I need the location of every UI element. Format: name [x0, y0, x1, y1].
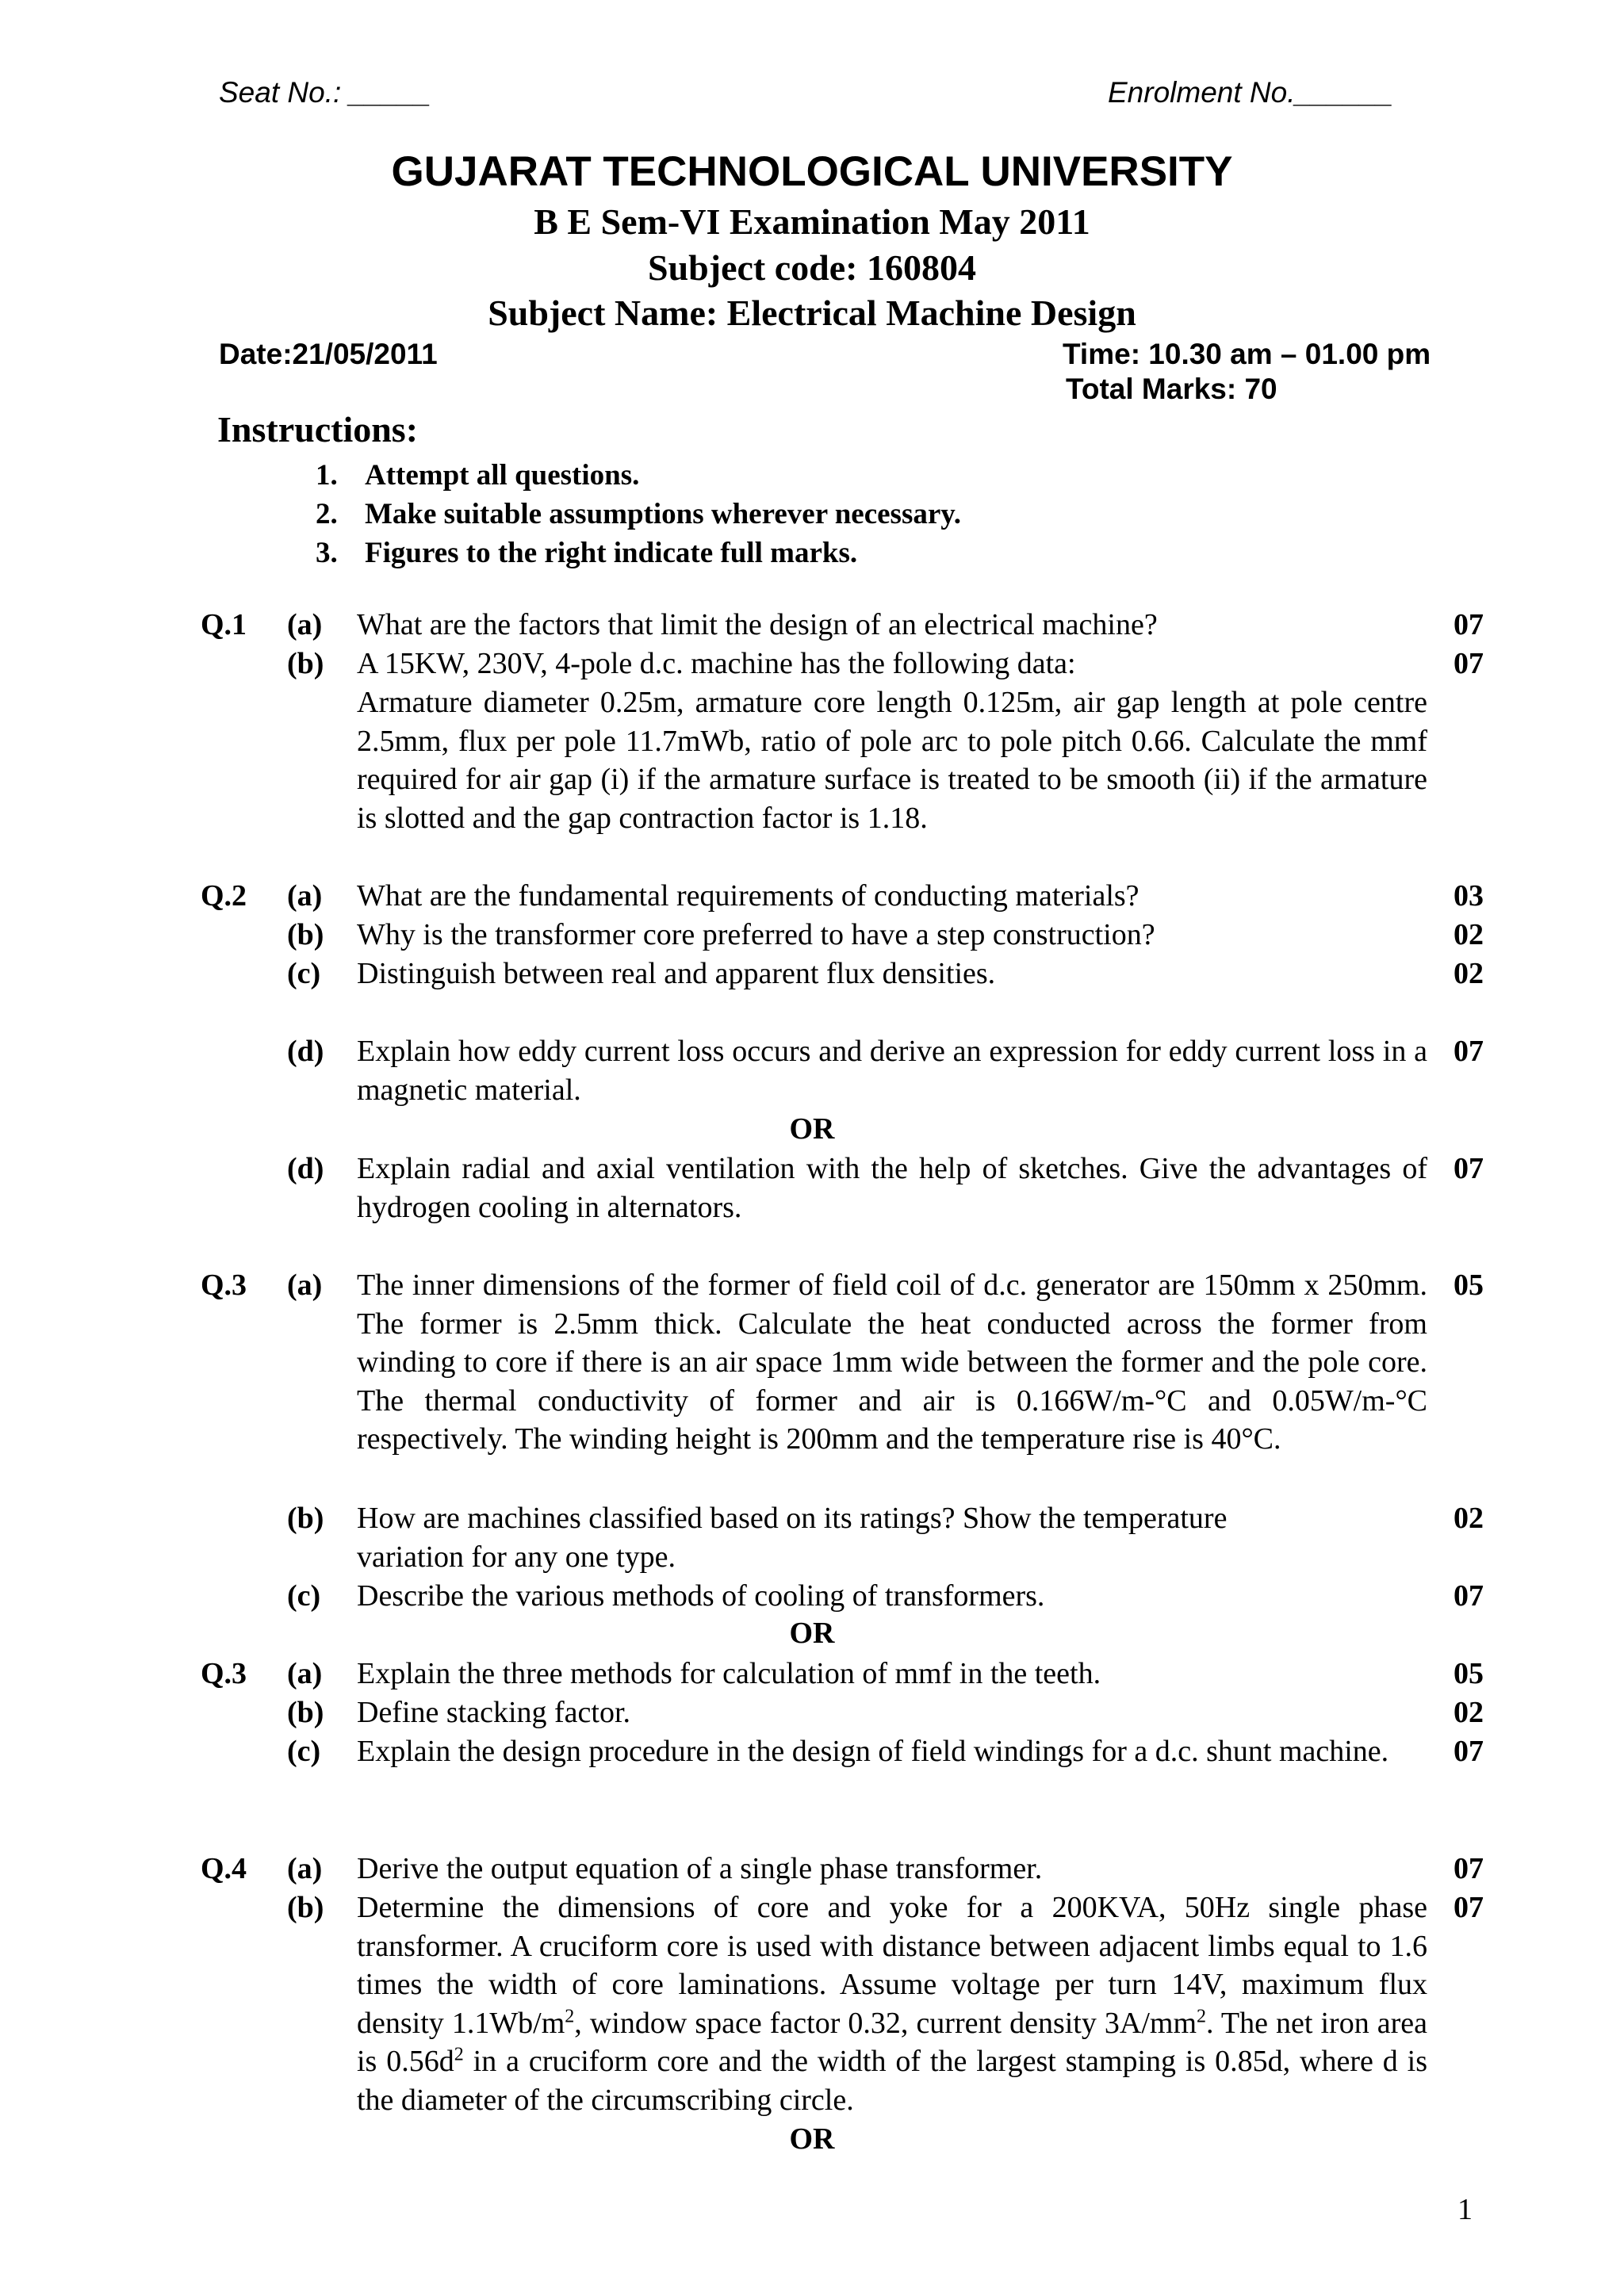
question-marks: 03 — [1454, 879, 1484, 913]
question-text: Define stacking factor. — [357, 1696, 631, 1729]
question-marks: 02 — [1454, 918, 1484, 951]
instruction-item — [316, 458, 639, 492]
superscript: 2 — [565, 2005, 575, 2026]
question-text: variation for any one type. — [357, 1540, 676, 1574]
instructions-title: Instructions: — [217, 409, 419, 450]
university-title: GUJARAT TECHNOLOGICAL UNIVERSITY — [391, 148, 1233, 195]
subject-name: Subject Name: Electrical Machine Design — [488, 293, 1136, 333]
question-part: (a) — [287, 1852, 323, 1885]
question-text: Explain radial and axial ventilation with the help of sketches. Give the advantages of hydrogen cooling in alternators. — [357, 1152, 1427, 1224]
question-part: (a) — [287, 879, 323, 913]
question-text: A 15KW, 230V, 4-pole d.c. machine has the following data: — [357, 647, 1076, 680]
question-text: Explain the design procedure in the design of field windings for a d.c. shunt machine. — [357, 1735, 1389, 1768]
question-text: How are machines classified based on its ratings? Show the temperature — [357, 1502, 1228, 1535]
question-text: Armature diameter 0.25m, armature core length 0.125m, air gap length at pole centre 2.5mm, flux per pole 11.7mWb, ratio of pole arc to pole pitch 0.66. Calculate the mmf required for air gap (i) if the armature surface is treated to be smooth (ii) if the armature is slotted and the gap contraction factor is 1.18. — [357, 686, 1427, 835]
instruction-item — [316, 497, 961, 531]
question-part: (b) — [287, 1502, 324, 1535]
instruction-number: 1. — [316, 459, 338, 492]
question-number: Q.2 — [201, 879, 247, 913]
exam-date: Date:21/05/2011 — [219, 338, 438, 370]
question-text: Explain how eddy current loss occurs and derive an expression for eddy current loss in a magnetic material. — [357, 1035, 1427, 1107]
question-text-segment: . The net iron area is 0.56d — [357, 2006, 1427, 2078]
question-part: (a) — [287, 608, 323, 641]
question-number: Q.4 — [201, 1852, 247, 1885]
question-marks: 05 — [1454, 1657, 1484, 1690]
enrolment-number-label: Enrolment No.______ — [1108, 76, 1393, 109]
question-text: Distinguish between real and apparent flux densities. — [357, 957, 996, 990]
question-marks: 07 — [1454, 1891, 1484, 1924]
question-marks: 07 — [1454, 1852, 1484, 1885]
page-number: 1 — [1457, 2193, 1473, 2226]
instruction-text: Make suitable assumptions wherever necessary. — [365, 498, 961, 530]
question-text: What are the fundamental requirements of conducting materials? — [357, 879, 1139, 913]
question-marks: 07 — [1454, 608, 1484, 641]
question-part: (a) — [287, 1657, 323, 1690]
question-text: Explain the three methods for calculation of mmf in the teeth. — [357, 1657, 1101, 1690]
question-part: (b) — [287, 918, 324, 951]
instruction-number: 3. — [316, 537, 338, 569]
or-separator: OR — [789, 2122, 835, 2156]
question-part: (c) — [287, 1735, 321, 1768]
question-part: (d) — [287, 1035, 324, 1068]
question-part: (b) — [287, 1696, 324, 1729]
question-marks: 05 — [1454, 1269, 1484, 1302]
instruction-number: 2. — [316, 498, 338, 530]
total-marks: Total Marks: 70 — [1066, 373, 1277, 405]
question-part: (b) — [287, 1891, 324, 1924]
question-text-segment: Determine the dimensions of core and yoke for a 200KVA, 50Hz single phase transformer. A cruciform core is used with distance between adjacent limbs equal to 1.6 times the width of core laminations. Assume voltage per turn 14V, maximum flux density 1.1Wb/m — [357, 1891, 1427, 2040]
question-part: (c) — [287, 957, 321, 990]
question-part: (b) — [287, 647, 324, 680]
superscript: 2 — [1197, 2005, 1207, 2026]
or-separator: OR — [789, 1617, 835, 1650]
question-text — [357, 1888, 1427, 2119]
question-text: Describe the various methods of cooling of transformers. — [357, 1579, 1045, 1613]
question-part: (c) — [287, 1579, 321, 1613]
question-text: What are the factors that limit the design of an electrical machine? — [357, 608, 1158, 641]
question-marks: 02 — [1454, 957, 1484, 990]
instruction-text: Attempt all questions. — [365, 459, 640, 492]
question-marks: 02 — [1454, 1502, 1484, 1535]
instruction-text: Figures to the right indicate full marks. — [365, 537, 858, 569]
question-number: Q.3 — [201, 1269, 247, 1302]
question-marks: 07 — [1454, 1735, 1484, 1768]
question-marks: 07 — [1454, 647, 1484, 680]
question-text: Derive the output equation of a single phase transformer. — [357, 1852, 1043, 1885]
question-marks: 07 — [1454, 1152, 1484, 1185]
question-part: (d) — [287, 1152, 324, 1185]
subject-code: Subject code: 160804 — [648, 247, 976, 288]
question-text-segment: , window space factor 0.32, current density 3A/mm — [574, 2006, 1197, 2040]
seat-number-label: Seat No.: _____ — [219, 76, 431, 109]
question-text: The inner dimensions of the former of field coil of d.c. generator are 150mm x 250mm. The former is 2.5mm thick. Calculate the heat conducted across the former from winding to core if there is an air space 1mm wide between the former and the pole core. The thermal conductivity of former and air is 0.166W/m-°C and 0.05W/m-°C respectively. The winding height is 200mm and the temperature rise is 40°C. — [357, 1269, 1427, 1456]
question-number: Q.1 — [201, 608, 247, 641]
question-marks: 02 — [1454, 1696, 1484, 1729]
question-number: Q.3 — [201, 1657, 247, 1690]
instruction-item — [316, 536, 857, 570]
question-marks: 07 — [1454, 1579, 1484, 1613]
or-separator: OR — [789, 1112, 835, 1146]
exam-time: Time: 10.30 am – 01.00 pm — [1063, 338, 1431, 370]
question-part: (a) — [287, 1269, 323, 1302]
exam-title: B E Sem-VI Examination May 2011 — [534, 201, 1090, 242]
superscript: 2 — [454, 2044, 464, 2065]
question-text: Why is the transformer core preferred to have a step construction? — [357, 918, 1155, 951]
question-text-segment: in a cruciform core and the width of the largest stamping is 0.85d, where d is the diameter of the circumscribing circle. — [357, 2045, 1427, 2117]
question-marks: 07 — [1454, 1035, 1484, 1068]
